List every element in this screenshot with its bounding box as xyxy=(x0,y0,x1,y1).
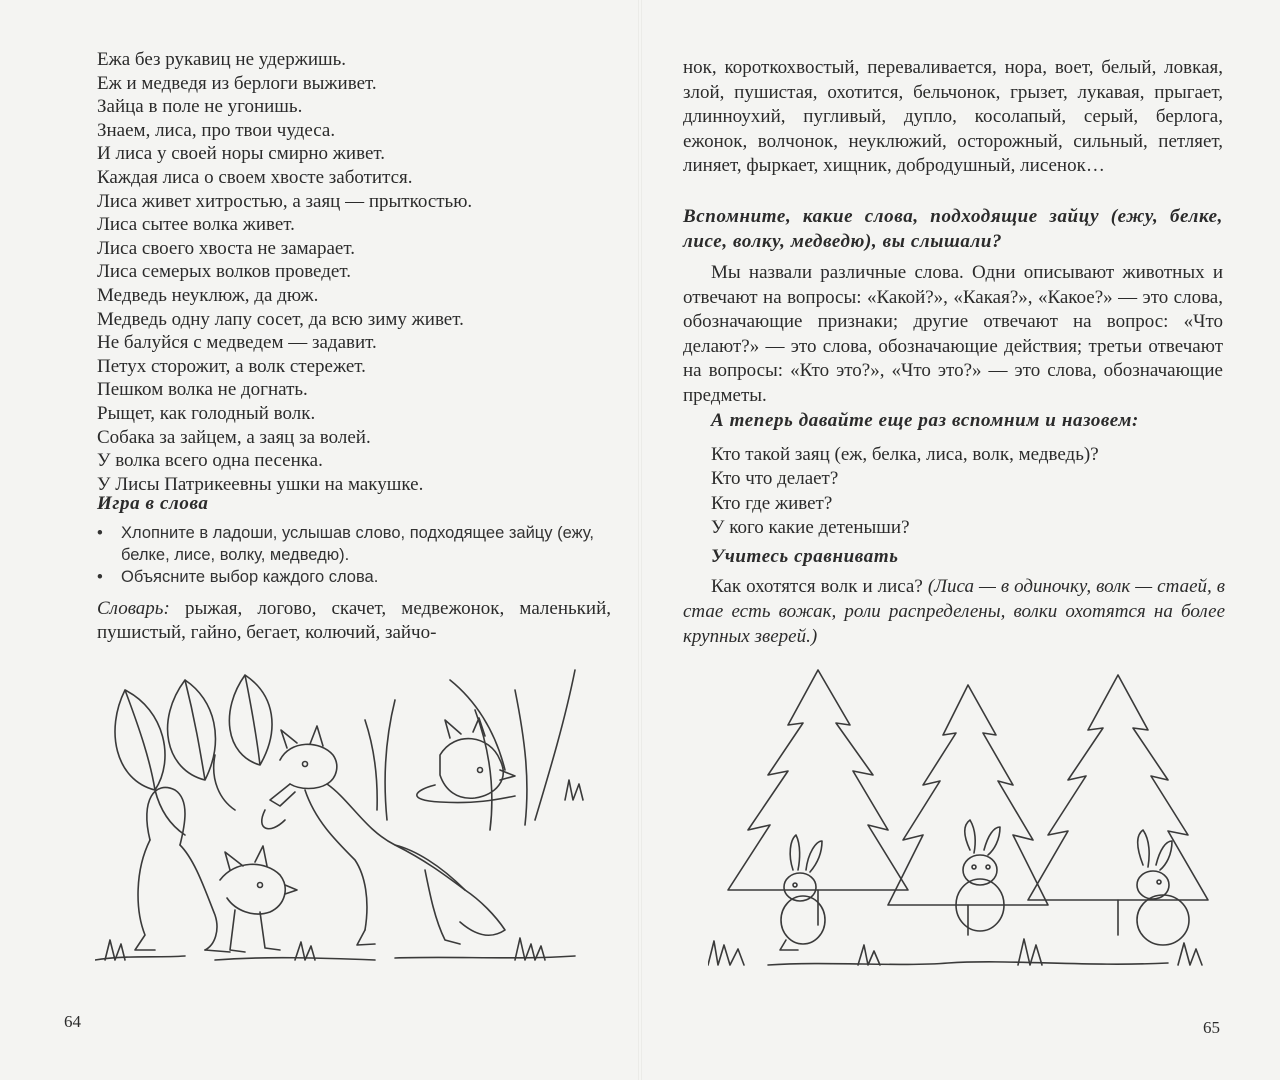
proverb-line: Лиса сытее волка живет. xyxy=(97,214,295,236)
compare-heading: Учитесь сравнивать xyxy=(711,546,899,567)
proverb-line: Рыщет, как голодный волк. xyxy=(97,402,316,424)
page-number: 65 xyxy=(1203,1018,1220,1037)
bullet-icon: • xyxy=(97,524,103,542)
proverb-line: Петух сторожит, а волк стережет. xyxy=(97,355,366,377)
proverb-line: Собака за зайцем, а заяц за волей. xyxy=(97,426,371,448)
bullet-icon: • xyxy=(97,568,103,586)
game-heading: Игра в слова xyxy=(97,493,209,514)
proverb-line: Ежа без рукавиц не удержишь. xyxy=(97,49,347,70)
proverb-line: У Лисы Патрикеевны ушки на макушке. xyxy=(97,473,424,495)
compare-answer: (Лиса — в одиночку, волк — стаей, в стае есть вожак, роли распределены, волки охотятся на более крупных зверей.) xyxy=(683,576,1225,647)
proverb-line: Пешком волка не догнать. xyxy=(97,379,308,401)
proverbs-list xyxy=(97,48,617,496)
proverb-line: У волка всего одна песенка. xyxy=(97,450,323,472)
game-bullets xyxy=(97,522,617,588)
explanation-paragraph xyxy=(683,261,1223,408)
compare-question: Как охотятся волк и лиса? xyxy=(711,576,928,597)
bullet-text: Хлопните в ладоши, услышав слово, подходящее зайцу (ежу, белке, лисе, волку, медведю). xyxy=(121,524,594,564)
proverb-line: Медведь одну лапу сосет, да всю зиму живет. xyxy=(97,308,464,330)
right-page xyxy=(640,0,1280,1080)
foxes-illustration xyxy=(95,660,605,980)
page-number: 64 xyxy=(64,1012,81,1031)
proverb-line: Лиса живет хитростью, а заяц — прыткостью. xyxy=(97,190,473,212)
list-item xyxy=(97,566,617,588)
recall-question: Вспомните, какие слова, подходящие зайцу (ежу, белке, лисе, волку, медведю), вы слышали? xyxy=(683,206,1223,252)
proverb-line: Еж и медведя из берлоги выживет. xyxy=(97,72,377,94)
proverb-line: Каждая лиса о своем хвосте заботится. xyxy=(97,166,413,188)
list-item xyxy=(97,522,617,566)
proverb-line: Не балуйся с медведем — задавит. xyxy=(97,332,377,354)
list-item: Кто такой заяц (еж, белка, лиса, волк, медведь)? xyxy=(711,444,1099,465)
list-item: У кого какие детеныши? xyxy=(711,516,910,538)
hares-illustration xyxy=(708,665,1228,980)
compare-paragraph xyxy=(683,574,1225,649)
questions-list xyxy=(711,443,1099,540)
proverb-line: Лиса своего хвоста не замарает. xyxy=(97,237,355,259)
proverb-line: Знаем, лиса, про твои чудеса. xyxy=(97,119,336,141)
vocabulary-paragraph xyxy=(97,597,611,645)
explanation-text: Мы назвали различные слова. Одни описывают животных и отвечают на вопросы: «Какой?», «Какая?», «Какое?» — это слова, обозначающие признаки; другие отвечают на вопрос: «Что делают?» — это слова, обозначающие действия; третьи отвечают на вопросы: «Кто это?», «Что это?» — это слова, обозначающие предметы. xyxy=(683,262,1223,406)
list-item: Кто где живет? xyxy=(711,492,833,514)
vocabulary-text: рыжая, логово, скачет, медвежонок, маленький, пушистый, гайно, бегает, колючий, зайчо- xyxy=(97,598,611,643)
proverb-line: Медведь неуклюж, да дюж. xyxy=(97,284,319,306)
proverb-line: Зайца в поле не угонишь. xyxy=(97,96,303,118)
list-item: Кто что делает? xyxy=(711,468,839,490)
bullet-text: Объясните выбор каждого слова. xyxy=(121,568,379,586)
proverb-line: И лиса у своей норы смирно живет. xyxy=(97,143,386,165)
vocabulary-continuation: нок, короткохвостый, переваливается, нора, воет, белый, ловкая, злой, пушистая, охотится, бельчонок, грызет, лукавая, прыгает, длинноухий, пугливый, дупло, косолапый, серый, берлога, ежонок, волчонок, неуклюжий, осторожный, сильный, петляет, линяет, фыркает, хищник, добродушный, лисенок… xyxy=(683,57,1223,176)
vocabulary-label: Словарь: xyxy=(97,598,170,619)
proverb-line: Лиса семерых волков проведет. xyxy=(97,261,351,283)
recall-heading: А теперь давайте еще раз вспомним и назовем: xyxy=(711,410,1139,431)
